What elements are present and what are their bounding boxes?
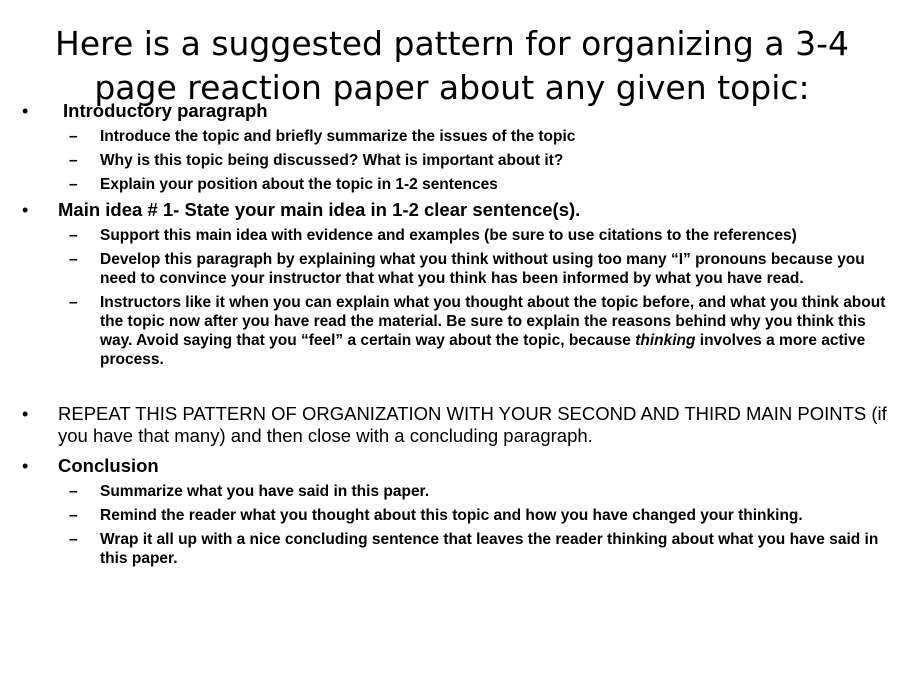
bullet-icon: • (22, 200, 29, 220)
conclusion-item-1 (0, 482, 904, 501)
conclusion-heading: Conclusion (58, 455, 159, 476)
dash-icon: – (69, 152, 78, 169)
conclusion-item-2 (0, 506, 904, 525)
repeat-pattern-text: REPEAT THIS PATTERN OF ORGANIZATION WITH YOUR SECOND AND THIRD MAIN POINTS (if you have that many) and then close with a concluding paragraph. (58, 403, 887, 446)
dash-icon: – (69, 176, 78, 193)
intro-item-1 (0, 127, 904, 146)
intro-item-3-text: Explain your position about the topic in 1-2 sentences (100, 176, 498, 193)
intro-item-1-text: Introduce the topic and briefly summarize the issues of the topic (100, 128, 576, 145)
dash-icon: – (69, 227, 78, 244)
dash-icon: – (69, 483, 78, 500)
dash-icon: – (69, 507, 78, 524)
slide-content (0, 100, 904, 568)
slide-title (0, 22, 904, 110)
main-idea-heading: Main idea # 1- State your main idea in 1-2 clear sentence(s). (58, 199, 581, 220)
slide-title-line-2: page reaction paper about any given topic: (94, 68, 810, 108)
intro-item-2-text: Why is this topic being discussed? What is important about it? (100, 152, 564, 169)
main-idea-item-2 (0, 250, 904, 288)
main-idea-item-3 (0, 293, 904, 369)
conclusion-item-2-text: Remind the reader what you thought about this topic and how you have changed your thinking. (100, 507, 803, 524)
bullet-repeat-pattern (0, 403, 904, 447)
bullet-conclusion (0, 455, 904, 477)
bullet-main-idea (0, 199, 904, 221)
dash-icon: – (69, 531, 78, 548)
conclusion-item-1-text: Summarize what you have said in this paper. (100, 483, 430, 500)
intro-item-3 (0, 175, 904, 194)
dash-icon: – (69, 251, 78, 268)
bullet-introductory-paragraph (0, 100, 904, 122)
dash-icon: – (69, 294, 78, 311)
main-idea-item-3-text-before: Instructors like it when you can explain what you thought about the topic before, and what you think about the topic now after you have read the material. Be sure to explain the reasons behind why you think this way. Avoid saying that you “feel” a certain way about the topic, because (100, 294, 886, 349)
conclusion-item-3 (0, 530, 904, 568)
dash-icon: – (69, 128, 78, 145)
main-idea-item-1 (0, 226, 904, 245)
main-idea-item-3-text-after: involves a more active process. (100, 332, 866, 368)
slide-title-line-1: Here is a suggested pattern for organizing a 3-4 (55, 24, 849, 64)
intro-heading: Introductory paragraph (63, 100, 268, 121)
main-idea-item-2-text: Develop this paragraph by explaining what you think without using too many “I” pronouns because you need to convince your instructor that what you think has been informed by what you have read. (100, 251, 865, 287)
bullet-icon: • (22, 456, 29, 476)
bullet-icon: • (22, 404, 29, 424)
main-idea-item-1-text: Support this main idea with evidence and examples (be sure to use citations to the references) (100, 227, 797, 244)
main-idea-item-3-emphasis: thinking (635, 332, 696, 349)
conclusion-item-3-text: Wrap it all up with a nice concluding sentence that leaves the reader thinking about what you have said in this paper. (100, 531, 879, 567)
intro-item-2 (0, 151, 904, 170)
bullet-icon: • (22, 101, 29, 121)
